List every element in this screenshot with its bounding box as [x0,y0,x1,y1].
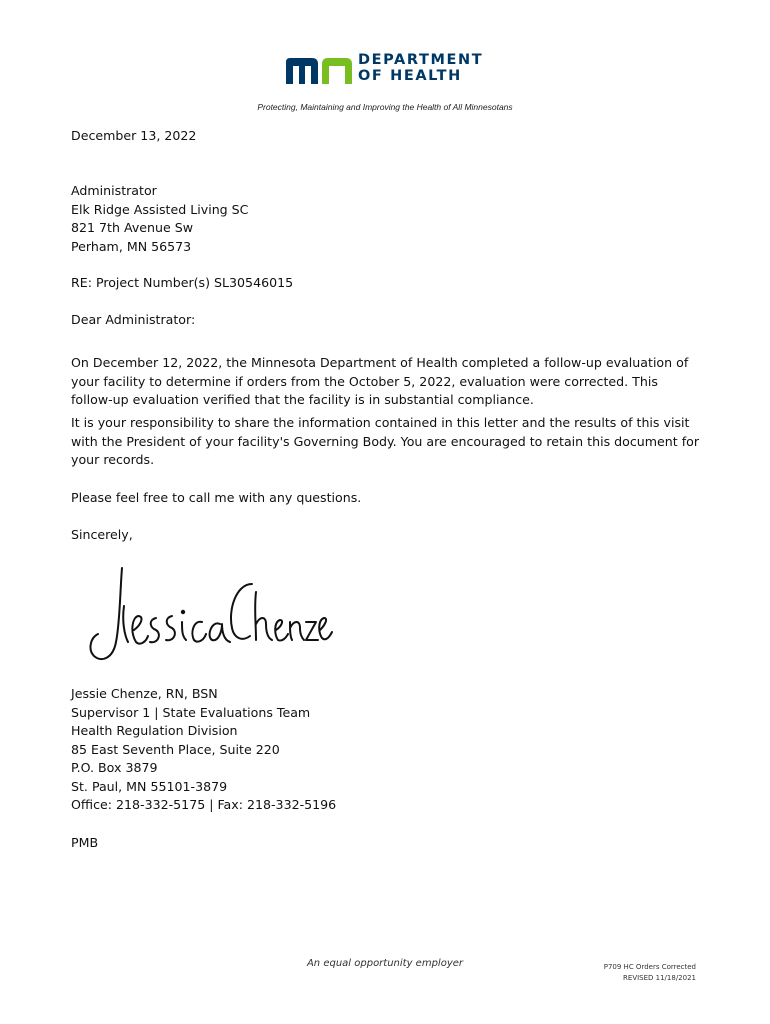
signer-address: 85 East Seventh Place, Suite 220 [71,741,280,757]
recipient-line: Administrator [71,183,157,198]
signer-name: Jessie Chenze, RN, BSN [71,686,218,701]
paragraph-line: with the President of your facility's Governing Body. You are encouraged to retain this document for [71,433,700,449]
form-code: P709 HC Orders Corrected [603,963,696,971]
recipient-line: Perham, MN 56573 [71,238,192,254]
footer-form-info [604,962,696,984]
re-line: RE: Project Number(s) SL30546015 [71,275,294,290]
typist-initials: PMB [71,835,99,850]
logo-line-1: DEPARTMENT [358,52,484,68]
recipient-line: 821 7th Avenue Sw [71,220,194,235]
signer-city: St. Paul, MN 55101-3879 [71,778,228,794]
mdh-logo [284,52,494,88]
footer-eoe: An equal opportunity employer [306,958,464,969]
paragraph-line: follow-up evaluation verified that the facility is in substantial compliance. [71,392,534,407]
paragraph-line: your facility to determine if orders from the October 5, 2022, evaluation were corrected. This [71,373,658,389]
paragraph-line: It is your responsibility to share the information contained in this letter and the results of this visit [71,415,690,430]
paragraph-line: On December 12, 2022, the Minnesota Department of Health completed a follow-up evaluation of [71,355,689,370]
form-revised: REVISED 11/18/2021 [623,974,696,982]
department-name [358,52,483,84]
recipient-line: Elk Ridge Assisted Living SC [71,201,249,217]
handwritten-signature [84,562,334,667]
letter-date: December 13, 2022 [71,128,197,143]
signer-title: Supervisor 1 | State Evaluations Team [71,704,311,720]
salutation: Dear Administrator: [71,312,196,327]
signer-po-box: P.O. Box 3879 [71,760,158,775]
signer-phone: Office: 218-332-5175 | Fax: 218-332-5196 [71,797,337,812]
sign-off: Sincerely, [71,527,133,542]
signer-division: Health Regulation Division [71,723,238,738]
mn-logo-icon [284,54,354,86]
tagline: Protecting, Maintaining and Improving the Health of All Minnesotans [257,102,513,112]
paragraph-line: your records. [71,452,155,467]
closing-line: Please feel free to call me with any questions. [71,490,362,505]
logo-line-2: OF HEALTH [358,68,462,84]
